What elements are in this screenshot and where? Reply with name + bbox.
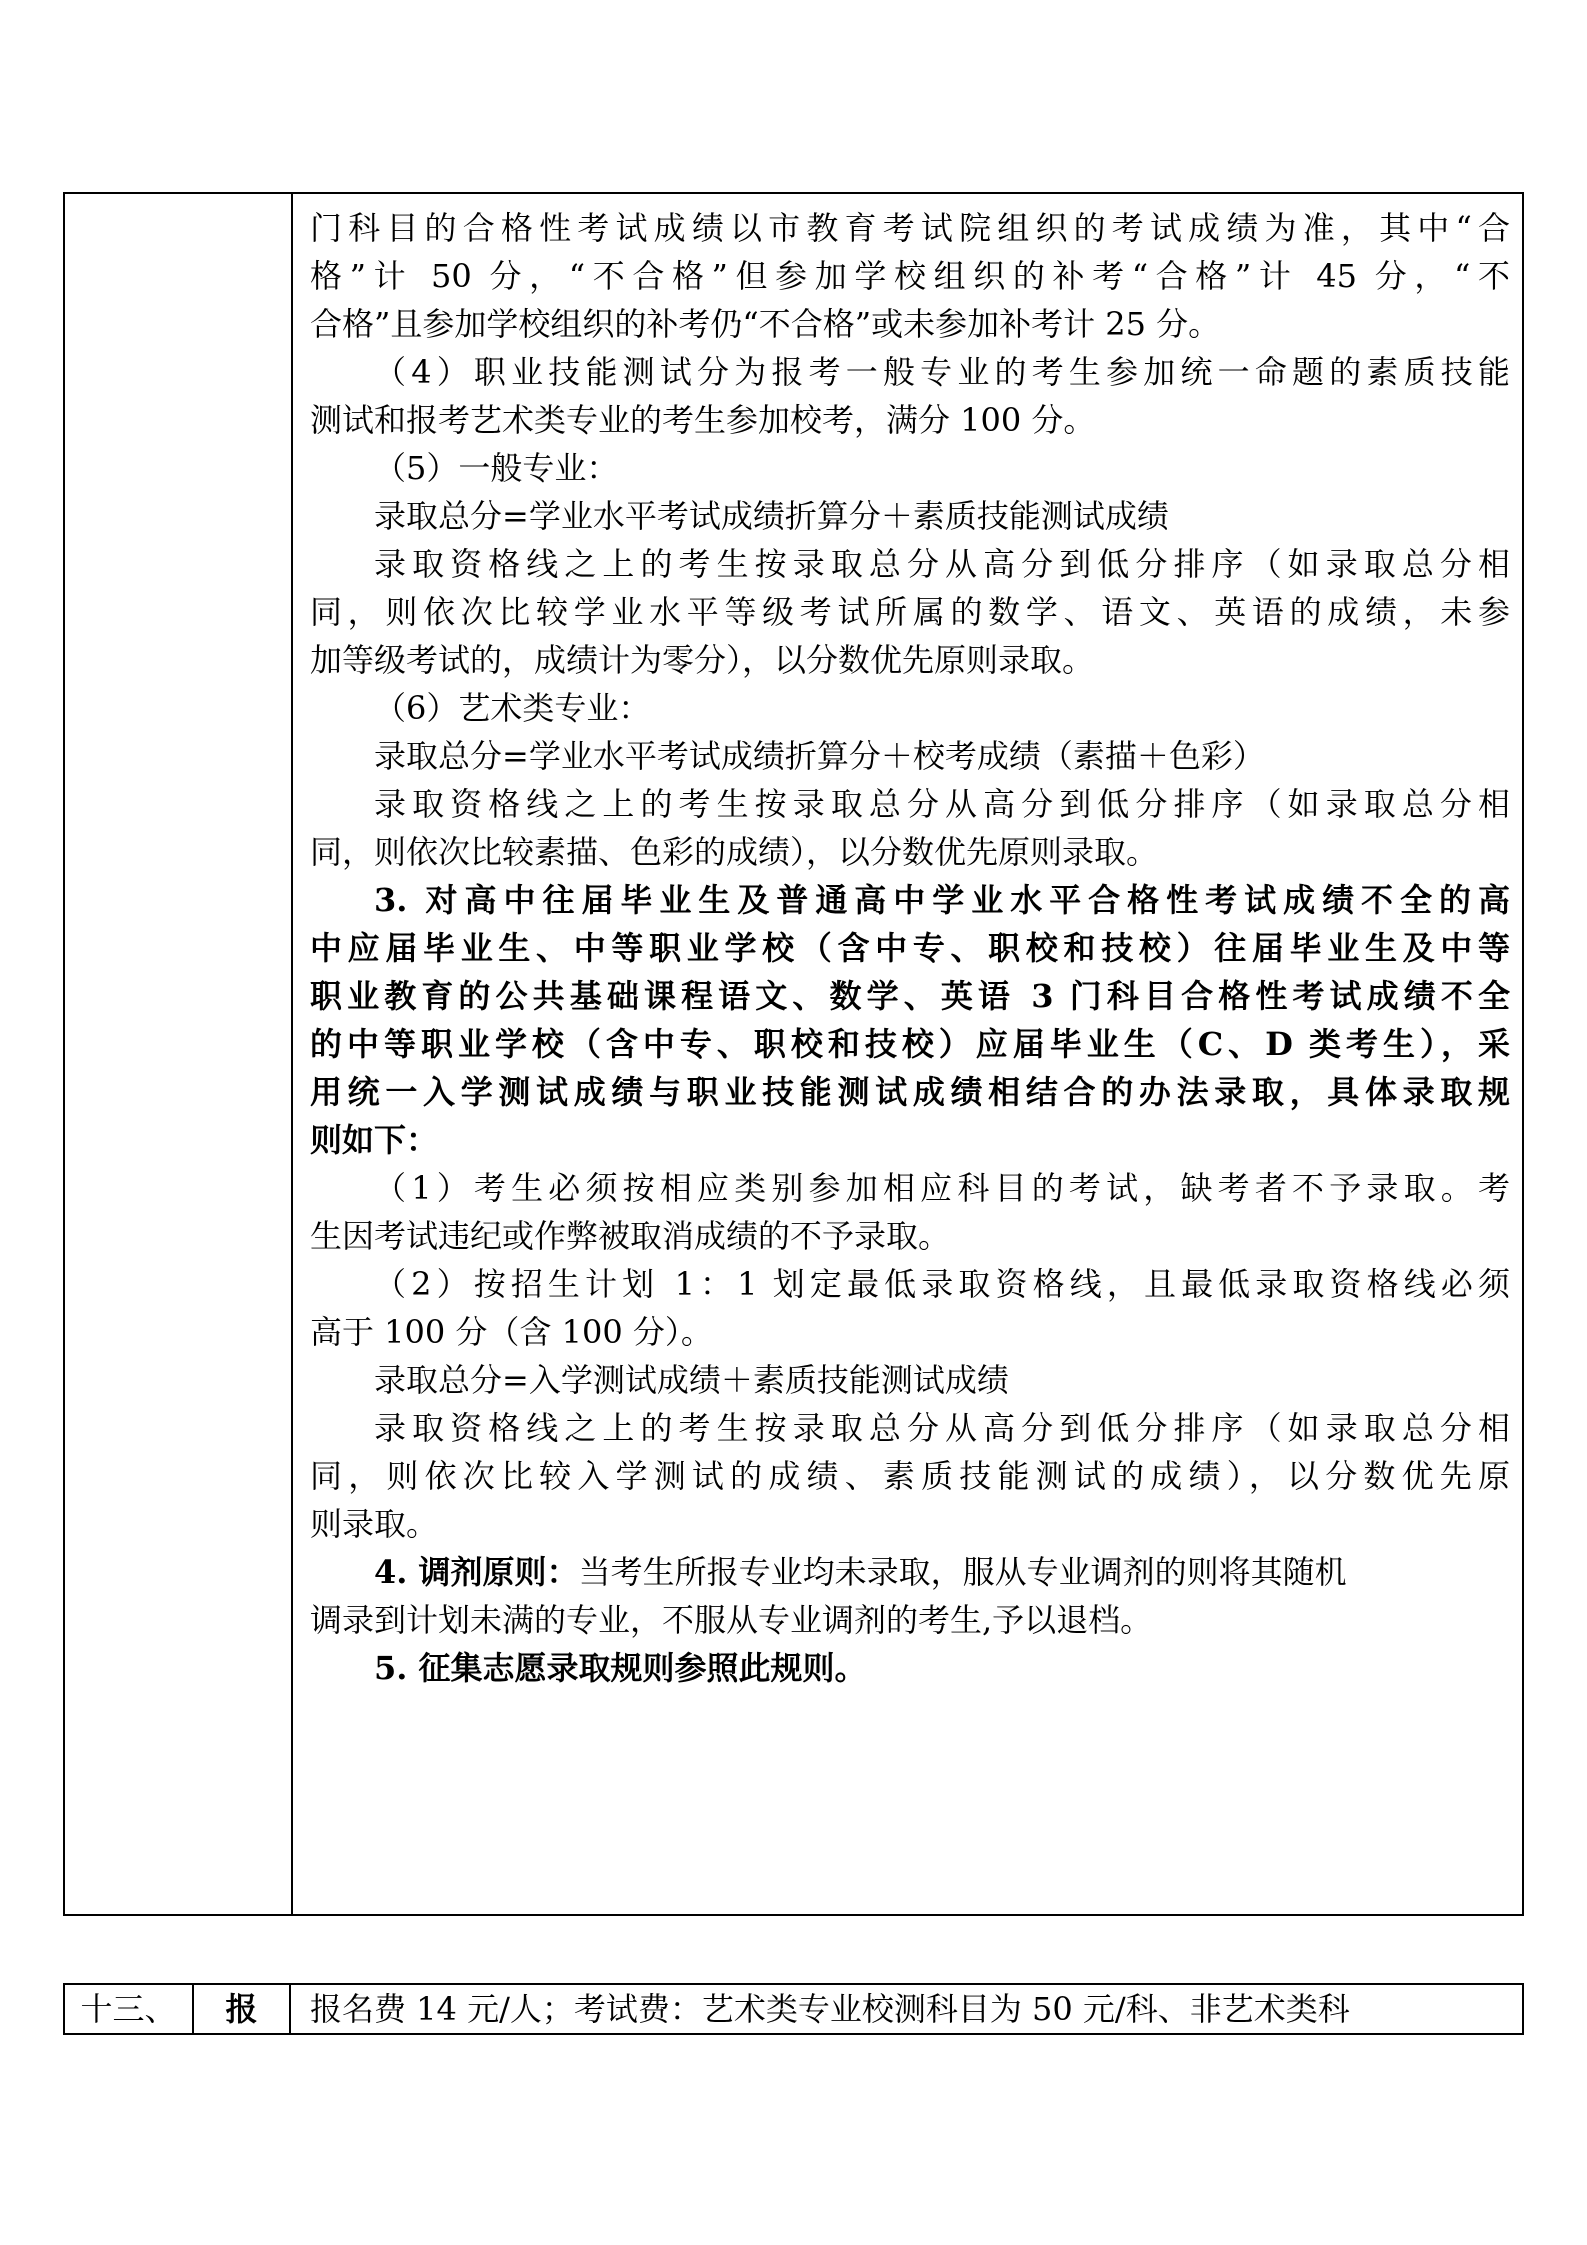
text-line: 职业教育的公共基础课程语文、数学、英语 3 门科目合格性考试成绩不全: [310, 977, 1510, 1015]
text-line: 录取总分=学业水平考试成绩折算分＋素质技能测试成绩: [374, 497, 1169, 535]
fee-text-cell: 报名费 14 元/人；考试费：艺术类专业校测科目为 50 元/科、非艺术类科: [310, 1990, 1350, 2028]
rules-content-cell: [310, 204, 1510, 1692]
text-line: 调录到计划未满的专业，不服从专业调剂的考生,予以退档。: [310, 1601, 1153, 1639]
text-line: 格”计 50 分，“不合格”但参加学校组织的补考“合格”计 45 分，“不: [310, 257, 1510, 295]
row-number-cell: 十三、: [65, 1985, 194, 2033]
text-line: 门科目的合格性考试成绩以市教育考试院组织的考试成绩为准，其中“合: [310, 209, 1510, 247]
text-line: 录取资格线之上的考生按录取总分从高分到低分排序（如录取总分相: [374, 785, 1510, 823]
text-line: 测试和报考艺术类专业的考生参加校考，满分 100 分。: [310, 401, 1096, 439]
text-line: 5. 征集志愿录取规则参照此规则。: [374, 1649, 867, 1687]
text-line: 用统一入学测试成绩与职业技能测试成绩相结合的办法录取，具体录取规: [310, 1073, 1510, 1111]
text-line: （1）考生必须按相应类别参加相应科目的考试，缺考者不予录取。考: [374, 1169, 1510, 1207]
text-line: （4）职业技能测试分为报考一般专业的考生参加统一命题的素质技能: [374, 353, 1510, 391]
text-line: 录取总分=入学测试成绩＋素质技能测试成绩: [374, 1361, 1009, 1399]
adjustment-text: 当考生所报专业均未录取，服从专业调剂的则将其随机: [578, 1553, 1347, 1591]
text-line: 录取总分=学业水平考试成绩折算分＋校考成绩（素描＋色彩）: [374, 737, 1265, 775]
text-line: [310, 1548, 1510, 1596]
text-line: 录取资格线之上的考生按录取总分从高分到低分排序（如录取总分相: [374, 1409, 1510, 1447]
adjustment-heading: 4. 调剂原则：: [374, 1553, 579, 1591]
text-line: 同，则依次比较学业水平等级考试所属的数学、语文、英语的成绩，未参: [310, 593, 1510, 631]
text-line: 中应届毕业生、中等职业学校（含中专、职校和技校）往届毕业生及中等: [310, 929, 1510, 967]
text-line: 同，则依次比较素描、色彩的成绩），以分数优先原则录取。: [310, 833, 1159, 871]
text-line: 生因考试违纪或作弊被取消成绩的不予录取。: [310, 1217, 951, 1255]
text-line: （2）按招生计划 1：1 划定最低录取资格线，且最低录取资格线必须: [374, 1265, 1510, 1303]
row-header-cell: [65, 194, 293, 1914]
fee-table-row: [63, 1983, 1524, 2035]
text-line: 录取资格线之上的考生按录取总分从高分到低分排序（如录取总分相: [374, 545, 1510, 583]
text-line: （5）一般专业：: [374, 449, 619, 487]
text-line: 则如下：: [310, 1121, 439, 1159]
rules-table-row: [63, 192, 1524, 1916]
text-line: 合格”且参加学校组织的补考仍“不合格”或未参加补考计 25 分。: [310, 305, 1221, 343]
text-line: 加等级考试的，成绩计为零分），以分数优先原则录取。: [310, 641, 1095, 679]
row-label-cell: 报: [194, 1985, 291, 2033]
text-line: 则录取。: [310, 1505, 439, 1543]
text-line: 的中等职业学校（含中专、职校和技校）应届毕业生（C、D 类考生），采: [310, 1025, 1510, 1063]
text-line: 3. 对高中往届毕业生及普通高中学业水平合格性考试成绩不全的高: [374, 881, 1510, 919]
text-line: 同，则依次比较入学测试的成绩、素质技能测试的成绩），以分数优先原: [310, 1457, 1510, 1495]
text-line: （6）艺术类专业：: [374, 689, 651, 727]
text-line: 高于 100 分（含 100 分）。: [310, 1313, 713, 1351]
